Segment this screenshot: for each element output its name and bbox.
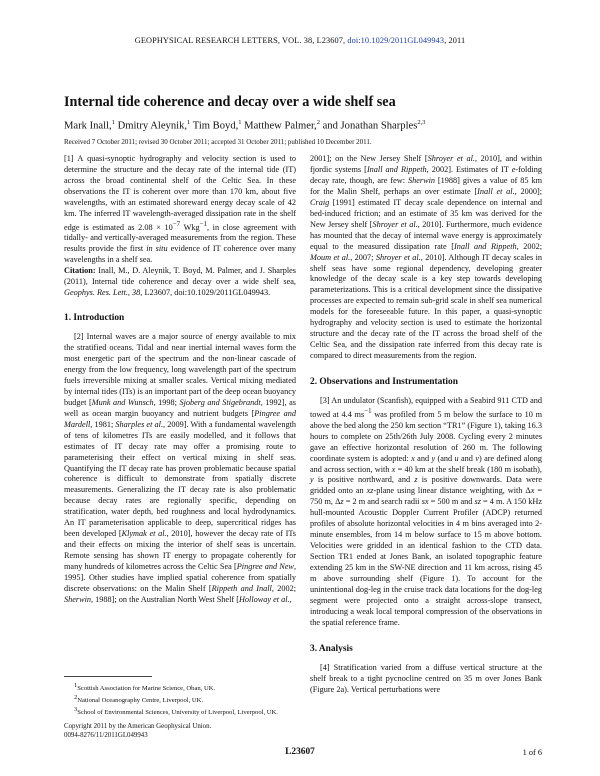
author-name: Mark Inall, bbox=[64, 120, 112, 132]
affiliation-marker: 3 bbox=[74, 706, 78, 714]
doi-link[interactable]: doi:10.1029/2011GL049943 bbox=[347, 36, 445, 45]
body-text: , 2010], and within fjordic systems [ bbox=[310, 154, 542, 174]
affiliations bbox=[64, 681, 296, 718]
body-text: = 750 m, Δ bbox=[310, 486, 543, 507]
body-text: 2001]; on the New Jersey Shelf [ bbox=[310, 154, 428, 163]
affiliation-text: National Oceanography Centre, Liverpool, UK. bbox=[77, 697, 204, 705]
body-text: is positive downwards. Data were gridded onto an bbox=[310, 475, 542, 496]
publication-dates: Received 7 October 2011; revised 30 October 2011; accepted 31 October 2011; published 10 December 2011. bbox=[64, 138, 372, 146]
citation-text: L23607, doi:10.1029/2011GL049943. bbox=[142, 288, 271, 298]
body-text: , 2000]; bbox=[514, 186, 542, 196]
left-column bbox=[64, 154, 296, 606]
citation-text: Inall, M., D. Aleynik, T. Boyd, M. Palmer, and J. Sharples (2011), Internal tide coherence and decay over a wide shelf sea, bbox=[64, 266, 296, 287]
citation-ref[interactable]: Sherwin bbox=[407, 175, 435, 185]
abstract-text: , in close agreement with tidally- and vertically-averaged measurements from the region. These results provide the first bbox=[64, 222, 297, 254]
math-var: y bbox=[310, 475, 314, 485]
body-text: is positive northward, and bbox=[313, 475, 415, 485]
body-text: [2] Internal waves are a major source of energy available to mix the stratified oceans. Tidal and near inertial internal waves form the most energetic part of the spectrum and the non-linear cascade of energy from the low frequency, long wavelength part of the spectrum fuels irreversible mixing at smaller scales. Vertical mixing mediated by internal tides (ITs) is an important part of the deep ocean buoyancy budget [ bbox=[64, 332, 296, 407]
citation-ref[interactable]: Sjoberg and Stigebrandt bbox=[179, 397, 261, 407]
author-affiliation-marker: 1 bbox=[187, 119, 191, 126]
paragraph-4: [4] Stratification varied from a diffuse vertical structure at the shelf break to a tight pycnocline centred on 35 m over Jones Bank (Figure 2a). Vertical perturbations were bbox=[310, 662, 542, 694]
author-affiliation-marker: 1 bbox=[238, 119, 242, 126]
body-text: , 2002; bbox=[271, 584, 296, 594]
italic-symbol: e bbox=[511, 164, 516, 174]
math-var: z bbox=[414, 475, 418, 485]
author-affiliation-marker: 2,3 bbox=[417, 119, 426, 126]
body-text: , 2002]. Estimates of IT bbox=[426, 164, 512, 174]
section-heading-observations: 2. Observations and Instrumentation bbox=[310, 377, 458, 388]
abstract-exponent: −7 bbox=[172, 220, 181, 228]
math-var: sx bbox=[421, 497, 429, 507]
abstract-text: [1] A quasi-synoptic hydrography and velocity section is used to determine the structure and the decay rate of the internal tide (IT) across the broad continental shelf of the Celtic Sea. In these observations the IT is coherent over more than 170 km, about five wavelengths, with an estimated shoreward energy decay scale of 42 km. The inferred IT wavelength-averaged dissipation rate in the shelf edge is estimated as 2.08 × 10 bbox=[64, 154, 296, 232]
citation-ref[interactable]: Craig bbox=[310, 197, 330, 207]
author-name: Dmitry Aleynik, bbox=[114, 120, 188, 132]
journal-info: GEOPHYSICAL RESEARCH LETTERS, VOL. 38, L23607, bbox=[134, 36, 346, 45]
body-text: -folding decay rate, though, are few: bbox=[310, 164, 542, 185]
abstract bbox=[64, 154, 296, 299]
math-var: v bbox=[475, 453, 479, 463]
math-var: x bbox=[530, 486, 535, 496]
body-text: [1991] estimated IT decay scale dependence on internal and bed-induced friction; and an estimate of 35 km was derived for the New Jersey shelf [ bbox=[310, 197, 542, 229]
citation-ref[interactable]: Sherwin bbox=[64, 594, 92, 604]
issn-line: 0094-8276/11/2011GL049943 bbox=[64, 732, 148, 739]
citation-journal: Geophys. Res. Lett., 38, bbox=[64, 288, 143, 298]
body-text: [1988] gives a value of 85 km for the Malin Shelf, perhaps an over estimate [ bbox=[310, 175, 542, 196]
abstract-exponent: −1 bbox=[199, 220, 207, 228]
citation-ref[interactable]: Klymak et al. bbox=[121, 529, 167, 539]
body-text: = 500 m and bbox=[428, 497, 475, 507]
body-text: (and bbox=[435, 453, 455, 463]
affiliation-item bbox=[64, 705, 296, 717]
abstract-text: evidence of IT coherence over many wavelengths in a shelf sea. bbox=[64, 244, 296, 265]
running-head-year: , 2011 bbox=[444, 36, 466, 45]
citation-ref[interactable]: Shroyer et al. bbox=[427, 154, 475, 163]
body-text: , 2002; bbox=[516, 241, 542, 251]
body-text: , 1988]; on the Australian North West Shelf [ bbox=[91, 594, 239, 604]
copyright-line: Copyright 2011 by the American Geophysical Union. bbox=[64, 723, 212, 730]
right-column bbox=[310, 154, 542, 696]
body-text: , 2009]. With a fundamental wavelength of tens of kilometres ITs are easily modelled, and it follows that estimates of IT decay rate may offer a promising route to parameterising their effect on vertical mixing in shelf seas. Quantifying the IT decay rate has proven problematic because spatial coherence is difficult to demonstrate from spatially discrete measurements. Generalizing the IT decay rate is also problematic because decay rates are regionally specific, depending on stratification, water depth, bed roughness and local hydrodynamics. An IT parameterisation applicable to deep, supercritical ridges has been developed [ bbox=[64, 419, 297, 539]
citation-label: Citation: bbox=[64, 266, 96, 276]
math-var: xz bbox=[366, 486, 374, 496]
abstract-text: Wkg bbox=[180, 222, 200, 232]
citation-ref[interactable]: Rippeth and Inall bbox=[211, 584, 272, 594]
affiliation-marker: 1 bbox=[74, 682, 78, 689]
running-head bbox=[0, 36, 600, 45]
body-text: , 1992], as well as ocean margin buoyancy and nutrient budgets [ bbox=[64, 397, 297, 418]
author-affiliation-marker: 1 bbox=[111, 119, 115, 126]
citation-ref[interactable]: Shroyer et al. bbox=[372, 219, 418, 229]
copyright-notice bbox=[64, 722, 296, 740]
body-text: , 1981; bbox=[90, 419, 116, 429]
body-text: , bbox=[289, 594, 292, 604]
body-text: -plane using linear distance weighting, with Δ bbox=[373, 486, 531, 496]
footnote-divider bbox=[64, 676, 152, 677]
paragraph-3 bbox=[310, 396, 542, 629]
citation-ref[interactable]: Inall et al. bbox=[477, 186, 515, 196]
author-list bbox=[64, 119, 544, 132]
citation-ref[interactable]: Pingree and Mardell bbox=[64, 408, 296, 429]
affiliation-item bbox=[64, 693, 296, 705]
affiliation-text: School of Environmental Sciences, University of Liverpool, Liverpool, UK. bbox=[77, 709, 278, 717]
body-text: , 2010], however the decay rate of ITs and their effects on mixing the interior of shelf seas is uncertain. Remote sensing has shown IT energy to propagate coherently for many hundreds of kilometres across the Celtic Sea [ bbox=[64, 529, 297, 572]
body-text: [3] An undulator (Scanfish), equipped with a Seabird 911 CTD and towed at 4.4 ms bbox=[310, 396, 542, 419]
body-text: was profiled from 5 m below the surface to 10 m above the bed along the 250 km section “TR1” (Figure 1), taking 16.3 hours to complete on 25th/26th July 2008. Cycling every 2 minutes gave an effective horizontal resolution of 260 m. The following coordinate system is adopted: bbox=[310, 409, 543, 463]
paragraph-2 bbox=[64, 332, 296, 606]
body-text: , 2010]. Furthermore, much evidence has mounted that the decay of internal wave energy is approximately equal to the measured dissipation rate [ bbox=[310, 219, 542, 251]
affiliation-item bbox=[64, 681, 296, 693]
body-text: , 1998; bbox=[153, 397, 180, 407]
citation-ref[interactable]: Munk and Wunsch bbox=[91, 397, 154, 407]
citation-ref[interactable]: Inall and Rippeth bbox=[366, 164, 427, 174]
citation-ref[interactable]: Shroyer et al. bbox=[375, 252, 421, 262]
author-name: Tim Boyd, bbox=[190, 120, 239, 132]
paragraph-2-continued bbox=[310, 154, 542, 362]
body-text: = 40 km at the shelf break (180 m isobath), bbox=[395, 464, 542, 474]
body-text: , 2007; bbox=[350, 252, 376, 262]
citation-ref[interactable]: Sharples et al. bbox=[115, 419, 164, 429]
citation-ref[interactable]: Inall and Rippeth bbox=[453, 241, 517, 251]
page-number: 1 of 6 bbox=[522, 748, 542, 757]
citation-ref[interactable]: Moum et al. bbox=[310, 252, 351, 262]
body-text: , 2010]. Although IT decay scales in shelf seas have some regional dependency, developing greater knowledge of the decay scale is a key step towards developing parameterizations. This is a critical development since the dissipative processes are expected to remain sub-grid scale in shelf sea numerical models for the foreseeable future. In this paper, a quasi-synoptic hydrography and velocity section is used to estimate the horizontal structure and the decay rate of the IT across the broad shelf of the Celtic Sea, and the dissipation rate inferred from this decay rate is compared to direct measurements from the region. bbox=[310, 252, 543, 361]
author-affiliation-marker: 2 bbox=[316, 119, 320, 126]
math-var: x bbox=[411, 453, 415, 463]
abstract-italic: in situ bbox=[146, 244, 168, 254]
body-text: ) are defined along and across section, with bbox=[310, 453, 542, 474]
body-text: and bbox=[414, 453, 432, 463]
body-text: = 4 m. A 150 kHz hull-mounted Acoustic Doppler Current Profiler (ADCP) returned profiles of absolute horizontal velocities in 4 m bins averaged into 2-minute ensembles, from 14 m below surface to 15 m above bottom. Velocities were gridded in an identical fashion to the CTD data. Section TR1 ended at Jones Bank, an isolated topographic feature extending 25 km in the SW-NE direction and 11 km across, rising 45 m above surrounding shelf (Figure 1). To account for the unintentional dog-leg in the cruise track data locations for the dog-leg segment were projected onto a straight across-slope transect, introducing a weak local temporal compression of the observations in the spatial reference frame. bbox=[310, 497, 542, 627]
article-title: Internal tide coherence and decay over a wide shelf sea bbox=[64, 94, 396, 110]
citation-ref[interactable]: Holloway et al. bbox=[238, 594, 290, 604]
math-var: sz bbox=[474, 497, 481, 507]
affiliation-marker: 2 bbox=[74, 694, 78, 702]
body-text: and bbox=[458, 453, 476, 463]
section-heading-analysis: 3. Analysis bbox=[310, 643, 353, 654]
body-text: = 2 m and search radii bbox=[343, 497, 422, 507]
author-name: Matthew Palmer, bbox=[241, 120, 317, 132]
affiliation-text: Scottish Association for Marine Science, Oban, UK. bbox=[77, 685, 216, 693]
math-var: u bbox=[454, 453, 459, 463]
exponent: −1 bbox=[364, 408, 372, 416]
article-id-footer: L23607 bbox=[285, 747, 315, 757]
math-var: x bbox=[391, 464, 396, 474]
body-text: , 1995]. Other studies have implied spatial coherence from spatially discrete observations: on the Malin Shelf [ bbox=[64, 562, 296, 594]
author-name: and Jonathan Sharples bbox=[319, 120, 418, 132]
section-heading-introduction: 1. Introduction bbox=[64, 313, 125, 324]
citation-ref[interactable]: Pingree and New bbox=[236, 562, 294, 572]
math-var: z bbox=[340, 497, 344, 507]
math-var: y bbox=[431, 453, 436, 463]
